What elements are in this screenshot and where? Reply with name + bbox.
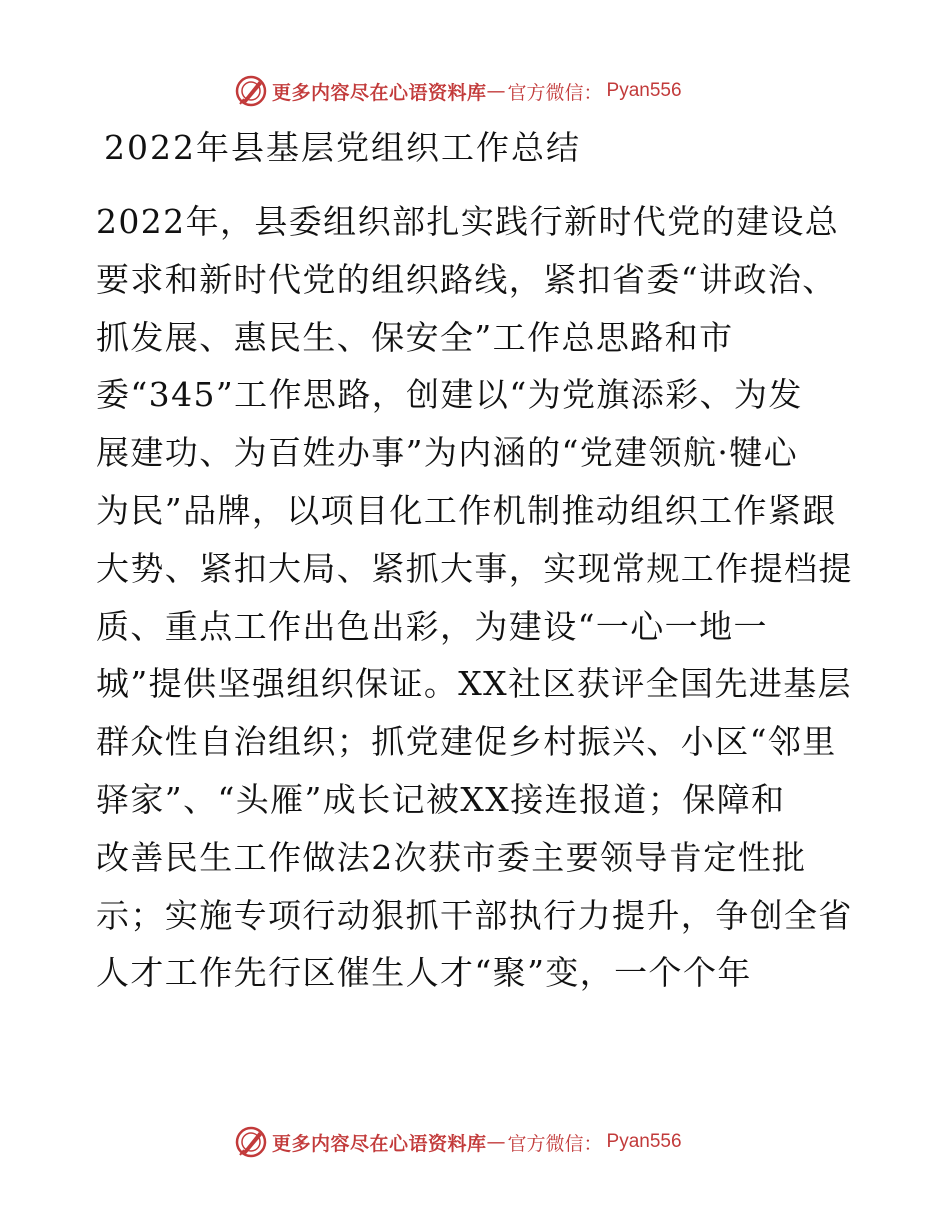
header-banner-separator: — <box>486 80 506 102</box>
body-line: 展建功、为百姓办事”为内涵的“党建领航·犍心 <box>96 433 799 473</box>
body-line: 改善民生工作做法2次获市委主要领导肯定性批 <box>96 837 807 877</box>
body-line: 质、重点工作出色出彩，为建设“一心一地一 <box>96 606 768 646</box>
body-line: 为民”品牌，以项目化工作机制推动组织工作紧跟 <box>96 490 837 530</box>
footer-banner-separator: — <box>486 1131 506 1153</box>
header-banner-wechat-label: 官方微信： <box>507 81 603 104</box>
footer-banner-text: 更多内容尽在心语资料库 <box>272 1132 487 1155</box>
header-banner-wechat-id: Pyan556 <box>606 80 682 101</box>
body-line: 2022年，县委组织部扎实践行新时代党的建设总 <box>96 202 840 241</box>
document-body <box>96 193 856 1002</box>
document-title: 2022年县基层党组织工作总结 <box>104 128 581 167</box>
body-line: 示；实施专项行动狠抓干部执行力提升，争创全省 <box>96 895 853 935</box>
body-line: 城”提供坚强组织保证。XX社区获评全国先进基层 <box>96 664 853 704</box>
footer-banner-wechat-label: 官方微信： <box>507 1132 603 1155</box>
body-line: 大势、紧扣大局、紧抓大事，实现常规工作提档提 <box>96 548 853 588</box>
footer-banner-wechat-id: Pyan556 <box>606 1131 682 1152</box>
header-banner-text: 更多内容尽在心语资料库 <box>272 81 487 104</box>
quill-pen-logo-icon <box>234 74 268 108</box>
header-watermark-banner <box>234 72 682 110</box>
body-line: 委“345”工作思路，创建以“为党旗添彩、为发 <box>96 375 803 415</box>
footer-watermark-banner <box>234 1123 682 1161</box>
body-line: 要求和新时代党的组织路线，紧扣省委“讲政治、 <box>96 259 837 299</box>
quill-pen-logo-icon <box>234 1125 268 1159</box>
body-line: 抓发展、惠民生、保安全”工作总思路和市 <box>96 317 734 357</box>
body-line: 人才工作先行区催生人才“聚”变，一个个年 <box>96 953 752 993</box>
body-line: 驿家”、“头雁”成长记被XX接连报道；保障和 <box>96 779 786 819</box>
body-line: 群众性自治组织；抓党建促乡村振兴、小区“邻里 <box>96 722 837 762</box>
